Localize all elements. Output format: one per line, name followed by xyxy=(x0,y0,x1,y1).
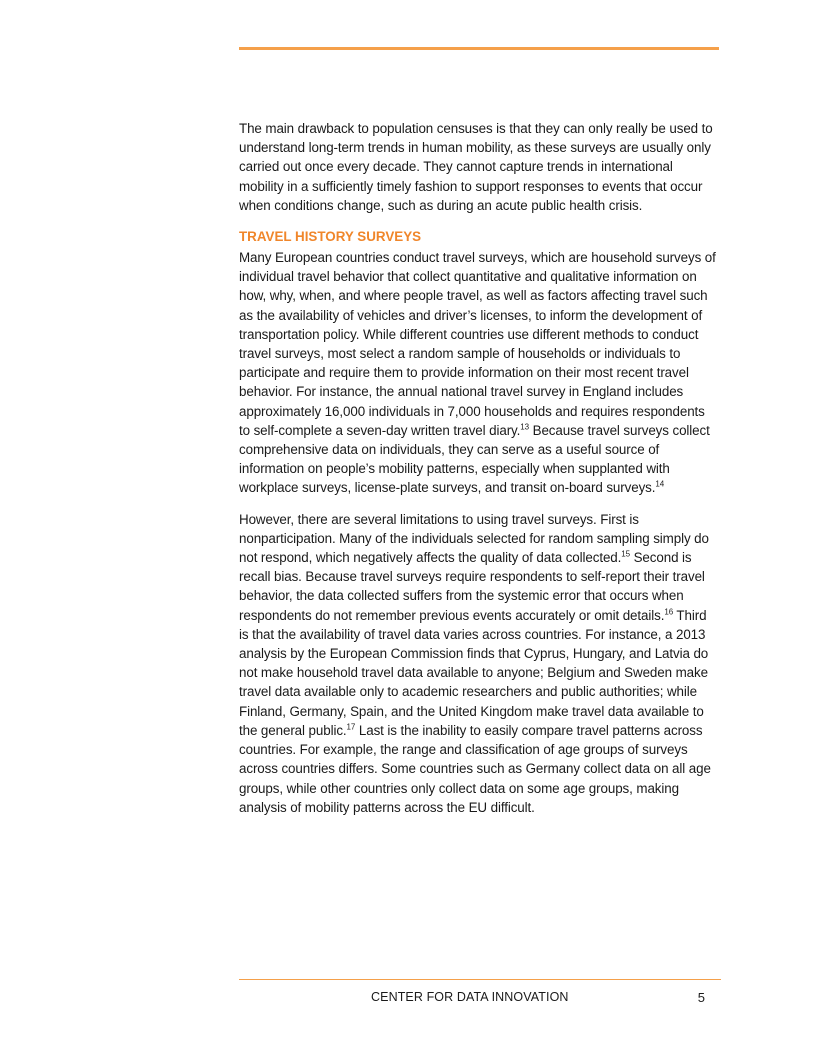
footnote-ref-14[interactable]: 14 xyxy=(655,479,665,489)
page-number: 5 xyxy=(697,990,705,1005)
section-heading-travel-history-surveys: TRAVEL HISTORY SURVEYS xyxy=(239,229,422,245)
page-footer xyxy=(239,990,705,1008)
paragraph-text: Many European countries conduct travel surveys, which are household surveys of individual travel behavior that collect quantitative and qualitative information on how, why, when, and where people travel, as well as factors affecting travel such as the availability of vehicles and driver’s licenses, to inform the development of transportation policy. While different countries use different methods to conduct travel surveys, most select a random sample of households or individuals to participate and require them to provide information on their most recent travel behavior. For instance, the annual national travel survey in England includes approximately 16,000 individuals in 7,000 households and requires respondents to self-complete a seven-day written travel diary. xyxy=(239,250,716,438)
paragraph-censuses-drawback: The main drawback to population censuses is that they can only really be used to understand long-term trends in human mobility, as these surveys are usually only carried out once every decade. They cannot capture trends in international mobility in a sufficiently timely fashion to support responses to events that occur when conditions change, such as during an acute public health crisis. xyxy=(239,121,713,213)
footnote-ref-17[interactable]: 17 xyxy=(346,722,356,732)
footer-organization: CENTER FOR DATA INNOVATION xyxy=(371,990,569,1004)
paragraph-travel-surveys xyxy=(239,248,717,498)
paragraph-text: Because travel surveys collect comprehensive data on individuals, they can serve as a useful source of information on people’s mobility patterns, especially when supplanted with workplace surveys, license-plate surveys, and transit on-board surveys. xyxy=(239,422,710,496)
paragraph-travel-survey-limitations xyxy=(239,510,717,817)
footnote-ref-16[interactable]: 16 xyxy=(664,607,674,617)
header-rule xyxy=(239,47,719,50)
paragraph-text: However, there are several limitations to using travel surveys. First is nonparticipation. Many of the individuals selected for random sampling simply do not respond, which negatively affects the quality of data collected. xyxy=(239,511,709,566)
page-body xyxy=(239,119,717,817)
paragraph-text: Last is the inability to easily compare travel patterns across countries. For example, the range and classification of age groups of surveys across countries differs. Some countries such as Germany collect data on all age groups, while other countries only collect data on some age groups, making analysis of mobility patterns across the EU difficult. xyxy=(239,722,711,815)
footer-rule xyxy=(239,979,721,980)
paragraph-text: Second is recall bias. Because travel surveys require respondents to self-report their travel behavior, the data collected suffers from the systemic error that occurs when respondents do not remember previous events accurately or omit details. xyxy=(239,550,705,623)
paragraph-text: Third is that the availability of travel data varies across countries. For instance, a 2013 analysis by the European Commission finds that Cyprus, Hungary, and Latvia do not make household travel data available to anyone; Belgium and Sweden make travel data available only to academic researchers and public authorities; while Finland, Germany, Spain, and the United Kingdom make travel data available to the general public. xyxy=(239,607,709,738)
footnote-ref-13[interactable]: 13 xyxy=(520,422,529,432)
footnote-ref-15[interactable]: 15 xyxy=(621,549,630,559)
